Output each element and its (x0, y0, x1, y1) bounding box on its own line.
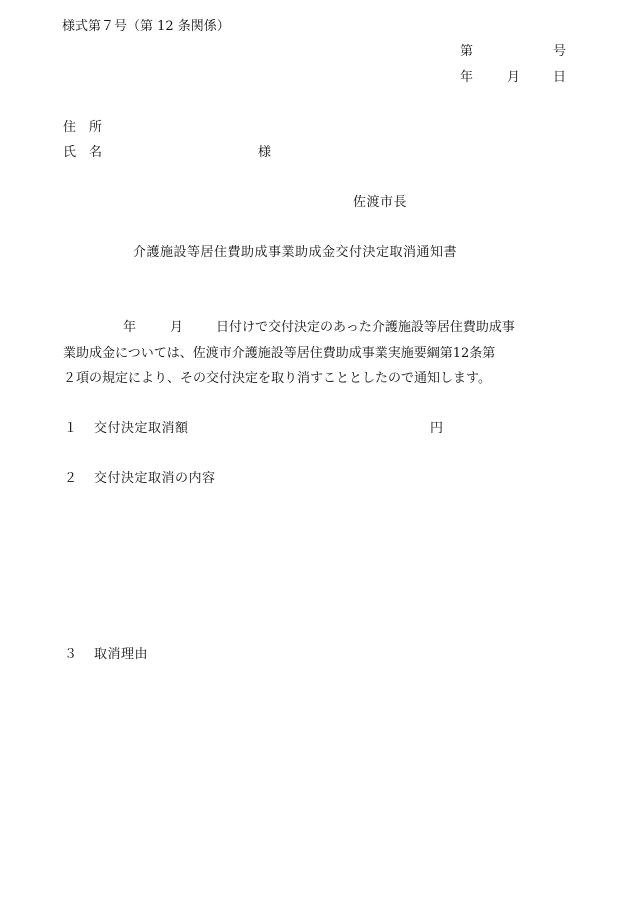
date-year-label: 年 (460, 70, 474, 85)
date-day-label: 日 (553, 70, 567, 85)
item-2-label: 交付決定取消の内容 (94, 471, 216, 486)
item-1-unit: 円 (430, 421, 444, 436)
body-line-3: ２項の規定により、その交付決定を取り消すこととしたので通知します。 (63, 371, 491, 386)
date-month-label: 月 (507, 70, 521, 85)
item-3-label: 取消理由 (94, 647, 149, 662)
body-line-1: 日付けで交付決定のあった介護施設等居住費助成事 (216, 320, 515, 335)
name-label: 氏 名 (63, 145, 103, 160)
form-number: 様式第７号（第 12 条関係） (62, 19, 230, 34)
document-title: 介護施設等居住費助成事業助成金交付決定取消通知書 (133, 245, 458, 260)
body-date-year: 年 (123, 320, 137, 335)
sender-title: 佐渡市長 (353, 195, 408, 210)
document-number-suffix: 号 (553, 44, 567, 59)
document-number-prefix: 第 (460, 44, 474, 59)
item-1-label: 交付決定取消額 (94, 421, 189, 436)
honorific: 様 (258, 145, 272, 160)
item-1-number: １ (64, 421, 78, 436)
address-label: 住 所 (63, 120, 103, 135)
body-line-2: 業助成金については、佐渡市介護施設等居住費助成事業実施要綱第12条第 (63, 346, 496, 361)
item-3-number: ３ (64, 647, 78, 662)
item-2-number: ２ (64, 471, 78, 486)
body-date-month: 月 (170, 320, 184, 335)
